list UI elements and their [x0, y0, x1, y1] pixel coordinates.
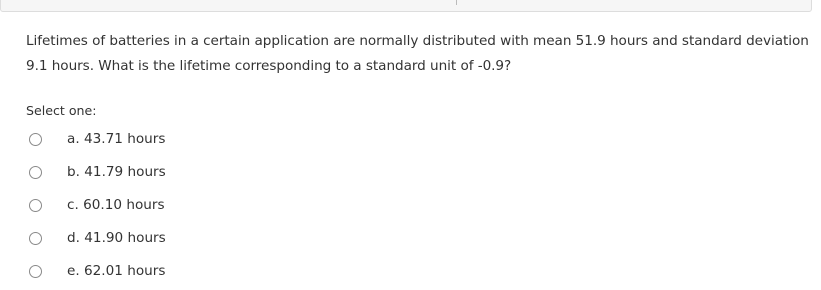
radio-button-d[interactable]	[29, 232, 42, 245]
answer-option-a[interactable]	[0, 124, 300, 157]
previous-panel-edge	[0, 0, 812, 12]
answer-label-d[interactable]: d. 41.90 hours	[67, 230, 166, 246]
answer-option-d[interactable]	[0, 223, 300, 256]
radio-button-a[interactable]	[29, 133, 42, 146]
answer-option-e[interactable]	[0, 256, 300, 289]
select-one-prompt: Select one:	[26, 103, 97, 118]
radio-button-e[interactable]	[29, 265, 42, 278]
radio-button-c[interactable]	[29, 199, 42, 212]
answer-label-b[interactable]: b. 41.79 hours	[67, 164, 166, 180]
answer-label-c[interactable]: c. 60.10 hours	[67, 197, 165, 213]
question-text: Lifetimes of batteries in a certain application are normally distributed with mean 51.9 hours and standard deviation 9.1 hours. What is the lifetime corresponding to a standard unit of -0.9?	[26, 33, 809, 74]
radio-button-b[interactable]	[29, 166, 42, 179]
panel-divider	[456, 0, 457, 5]
answer-option-b[interactable]	[0, 157, 300, 190]
answer-label-a[interactable]: a. 43.71 hours	[67, 131, 166, 147]
answer-option-c[interactable]	[0, 190, 300, 223]
answer-label-e[interactable]: e. 62.01 hours	[67, 263, 166, 279]
